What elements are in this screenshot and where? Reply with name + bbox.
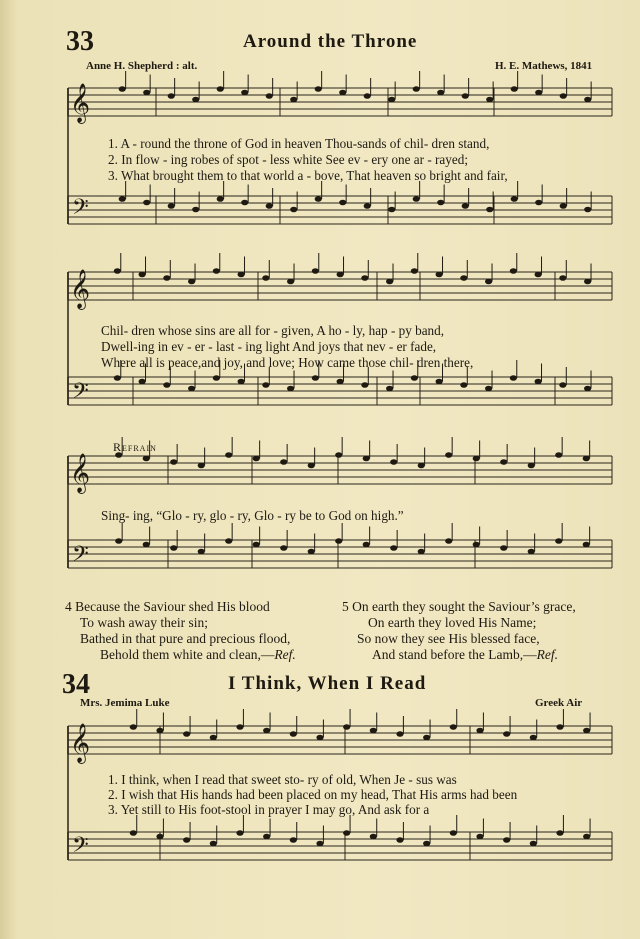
note-head (236, 724, 243, 730)
note-head (559, 275, 566, 281)
hymn-34-verse-1: 1. I think, when I read that sweet sto- ry of old, When Je - sus was (108, 772, 457, 787)
note-head (528, 463, 535, 469)
hymn-33-title: Around the Throne (243, 31, 418, 52)
note-head (583, 728, 590, 734)
verse-4-line-3: Bathed in that pure and precious flood, (80, 631, 291, 646)
note-head (396, 837, 403, 843)
bass-clef-icon: 𝄢 (72, 542, 89, 572)
note-head (262, 382, 269, 388)
note-head (213, 375, 220, 381)
note-head (238, 272, 245, 278)
refrain-label: Refrain (113, 440, 157, 454)
note-head (192, 97, 199, 103)
note-head (188, 386, 195, 392)
hymn-33-s1-verse-3: 3. What brought them to that world a - bove, That heaven so bright and fair, (108, 168, 508, 183)
note-head (139, 272, 146, 278)
note-head (163, 275, 170, 281)
note-head (287, 386, 294, 392)
note-head (436, 379, 443, 385)
note-head (308, 549, 315, 555)
note-head (361, 382, 368, 388)
note-head (130, 830, 137, 836)
note-head (198, 549, 205, 555)
note-head (262, 275, 269, 281)
verse-4-line-2: To wash away their sin; (80, 615, 209, 630)
note-head (225, 452, 232, 458)
note-head (460, 382, 467, 388)
hymn-33-lyricist: Anne H. Shepherd : alt. (86, 60, 198, 72)
note-head (584, 97, 591, 103)
note-head (437, 200, 444, 206)
note-head (556, 830, 563, 836)
note-head (388, 207, 395, 213)
hymn-34-verse-3: 3. Yet still to His foot-stool in prayer I may go, And ask for a (108, 802, 430, 817)
hymn-34-number: 34 (62, 669, 90, 700)
note-head (287, 279, 294, 285)
hymn-33-s1-verse-2: 2. In flow - ing robes of spot - less white See ev - ery one ar - rayed; (108, 152, 468, 167)
note-head (462, 93, 469, 99)
verse-5-line-2: On earth they loved His Name; (368, 615, 537, 630)
note-head (183, 731, 190, 737)
note-head (486, 207, 493, 213)
note-head (386, 386, 393, 392)
note-head (535, 379, 542, 385)
note-head (290, 731, 297, 737)
treble-clef-icon: 𝄞 (70, 269, 91, 309)
note-head (238, 379, 245, 385)
note-head (485, 279, 492, 285)
note-head (130, 724, 137, 730)
note-head (584, 279, 591, 285)
note-head (413, 86, 420, 92)
note-head (500, 459, 507, 465)
note-head (188, 279, 195, 285)
note-head (500, 545, 507, 551)
note-head (343, 830, 350, 836)
note-head (450, 830, 457, 836)
note-head (413, 196, 420, 202)
verse-4-line-1: 4 Because the Saviour shed His blood (65, 599, 270, 614)
note-head (312, 375, 319, 381)
note-head (143, 200, 150, 206)
note-head (156, 834, 163, 840)
note-head (450, 724, 457, 730)
note-head (315, 86, 322, 92)
note-head (253, 542, 260, 548)
note-head (266, 93, 273, 99)
note-head (530, 735, 537, 741)
note-head (290, 837, 297, 843)
note-head (337, 272, 344, 278)
note-head (115, 538, 122, 544)
verse-4-line-4-text: Behold them white and clean,— (100, 647, 275, 662)
note-head (390, 459, 397, 465)
verse-5-line-3: So now they see His blessed face, (357, 631, 540, 646)
note-head (460, 275, 467, 281)
hymn-33-s2-verse-3: Where all is peace,and joy, and love; How came those chil- dren there, (101, 355, 474, 370)
note-head (535, 90, 542, 96)
note-head (213, 268, 220, 274)
note-head (485, 386, 492, 392)
note-head (198, 463, 205, 469)
note-head (473, 456, 480, 462)
hymn-33-s2-verse-2: Dwell-ing in ev - er - last - ing light And joys that nev - er fade, (101, 339, 437, 354)
hymn-34-title: I Think, When I Read (228, 673, 427, 694)
note-head (225, 538, 232, 544)
note-head (510, 375, 517, 381)
note-head (280, 459, 287, 465)
hymn-33-composer: H. E. Mathews, 1841 (495, 60, 593, 72)
verse-5-line-4-text: And stand before the Lamb,— (372, 647, 537, 662)
verse-5-line-1: 5 On earth they sought the Saviour’s grace, (342, 599, 576, 614)
note-head (370, 728, 377, 734)
note-head (583, 834, 590, 840)
note-head (280, 545, 287, 551)
note-head (335, 452, 342, 458)
bass-clef-icon: 𝄢 (72, 833, 89, 863)
note-head (210, 735, 217, 741)
note-head (388, 97, 395, 103)
note-head (386, 279, 393, 285)
note-head (343, 724, 350, 730)
verse-4-ref: Ref. (274, 647, 296, 662)
note-head (445, 452, 452, 458)
hymn-34-lyricist: Mrs. Jemima Luke (80, 697, 170, 709)
note-head (143, 542, 150, 548)
note-head (363, 456, 370, 462)
note-head (535, 272, 542, 278)
note-head (114, 375, 121, 381)
note-head (528, 549, 535, 555)
note-head (462, 203, 469, 209)
note-head (266, 203, 273, 209)
note-head (263, 834, 270, 840)
note-head (418, 549, 425, 555)
note-head (143, 456, 150, 462)
hymn-34-composer: Greek Air (535, 697, 583, 709)
note-head (168, 203, 175, 209)
note-head (411, 375, 418, 381)
note-head (437, 90, 444, 96)
note-head (312, 268, 319, 274)
note-head (337, 379, 344, 385)
note-head (396, 731, 403, 737)
note-head (236, 830, 243, 836)
note-head (170, 545, 177, 551)
note-head (473, 542, 480, 548)
note-head (476, 834, 483, 840)
note-head (183, 837, 190, 843)
note-head (263, 728, 270, 734)
note-head (241, 90, 248, 96)
note-head (511, 196, 518, 202)
note-head (364, 93, 371, 99)
note-head (253, 456, 260, 462)
note-head (192, 207, 199, 213)
hymn-34-verse-2: 2. I wish that His hands had been placed on my head, That His arms had been (108, 787, 518, 802)
note-head (119, 196, 126, 202)
note-head (503, 837, 510, 843)
note-head (217, 196, 224, 202)
note-head (535, 200, 542, 206)
bass-clef-icon: 𝄢 (72, 379, 89, 409)
note-head (423, 735, 430, 741)
treble-clef-icon: 𝄞 (70, 723, 91, 763)
hymn-33-number: 33 (66, 26, 94, 57)
note-head (170, 459, 177, 465)
note-head (423, 841, 430, 847)
hymn-33-s1-verse-1: 1. A - round the throne of God in heaven Thou-sands of chil- dren stand, (108, 136, 490, 151)
verse-5-line-4 (372, 647, 558, 663)
note-head (316, 735, 323, 741)
note-head (339, 200, 346, 206)
note-head (163, 382, 170, 388)
note-head (560, 93, 567, 99)
refrain-lyrics: Sing- ing, “Glo - ry, glo - ry, Glo - ry be to God on high.” (101, 508, 404, 523)
note-head (511, 86, 518, 92)
note-head (139, 379, 146, 385)
note-head (361, 275, 368, 281)
note-head (436, 272, 443, 278)
note-head (390, 545, 397, 551)
note-head (486, 97, 493, 103)
note-head (308, 463, 315, 469)
note-head (411, 268, 418, 274)
note-head (290, 97, 297, 103)
note-head (583, 456, 590, 462)
treble-clef-icon: 𝄞 (70, 453, 91, 493)
verse-4-line-4 (100, 647, 296, 663)
note-head (364, 203, 371, 209)
note-head (530, 841, 537, 847)
note-head (168, 93, 175, 99)
note-head (335, 538, 342, 544)
bass-clef-icon: 𝄢 (72, 195, 89, 225)
note-head (583, 542, 590, 548)
note-head (114, 268, 121, 274)
note-head (370, 834, 377, 840)
note-head (315, 196, 322, 202)
note-head (156, 728, 163, 734)
note-head (584, 207, 591, 213)
note-head (510, 268, 517, 274)
note-head (476, 728, 483, 734)
note-head (555, 452, 562, 458)
note-head (290, 207, 297, 213)
note-head (316, 841, 323, 847)
hymn-33-s2-verse-1: Chil- dren whose sins are all for - given, A ho - ly, hap - py band, (101, 323, 445, 338)
note-head (418, 463, 425, 469)
note-head (363, 542, 370, 548)
note-head (339, 90, 346, 96)
note-head (559, 382, 566, 388)
verse-5-ref: Ref. (536, 647, 558, 662)
note-head (241, 200, 248, 206)
note-head (445, 538, 452, 544)
note-head (584, 386, 591, 392)
note-head (217, 86, 224, 92)
note-head (560, 203, 567, 209)
note-head (210, 841, 217, 847)
note-head (119, 86, 126, 92)
note-head (143, 90, 150, 96)
note-head (556, 724, 563, 730)
treble-clef-icon: 𝄞 (70, 83, 91, 123)
note-head (555, 538, 562, 544)
note-head (503, 731, 510, 737)
